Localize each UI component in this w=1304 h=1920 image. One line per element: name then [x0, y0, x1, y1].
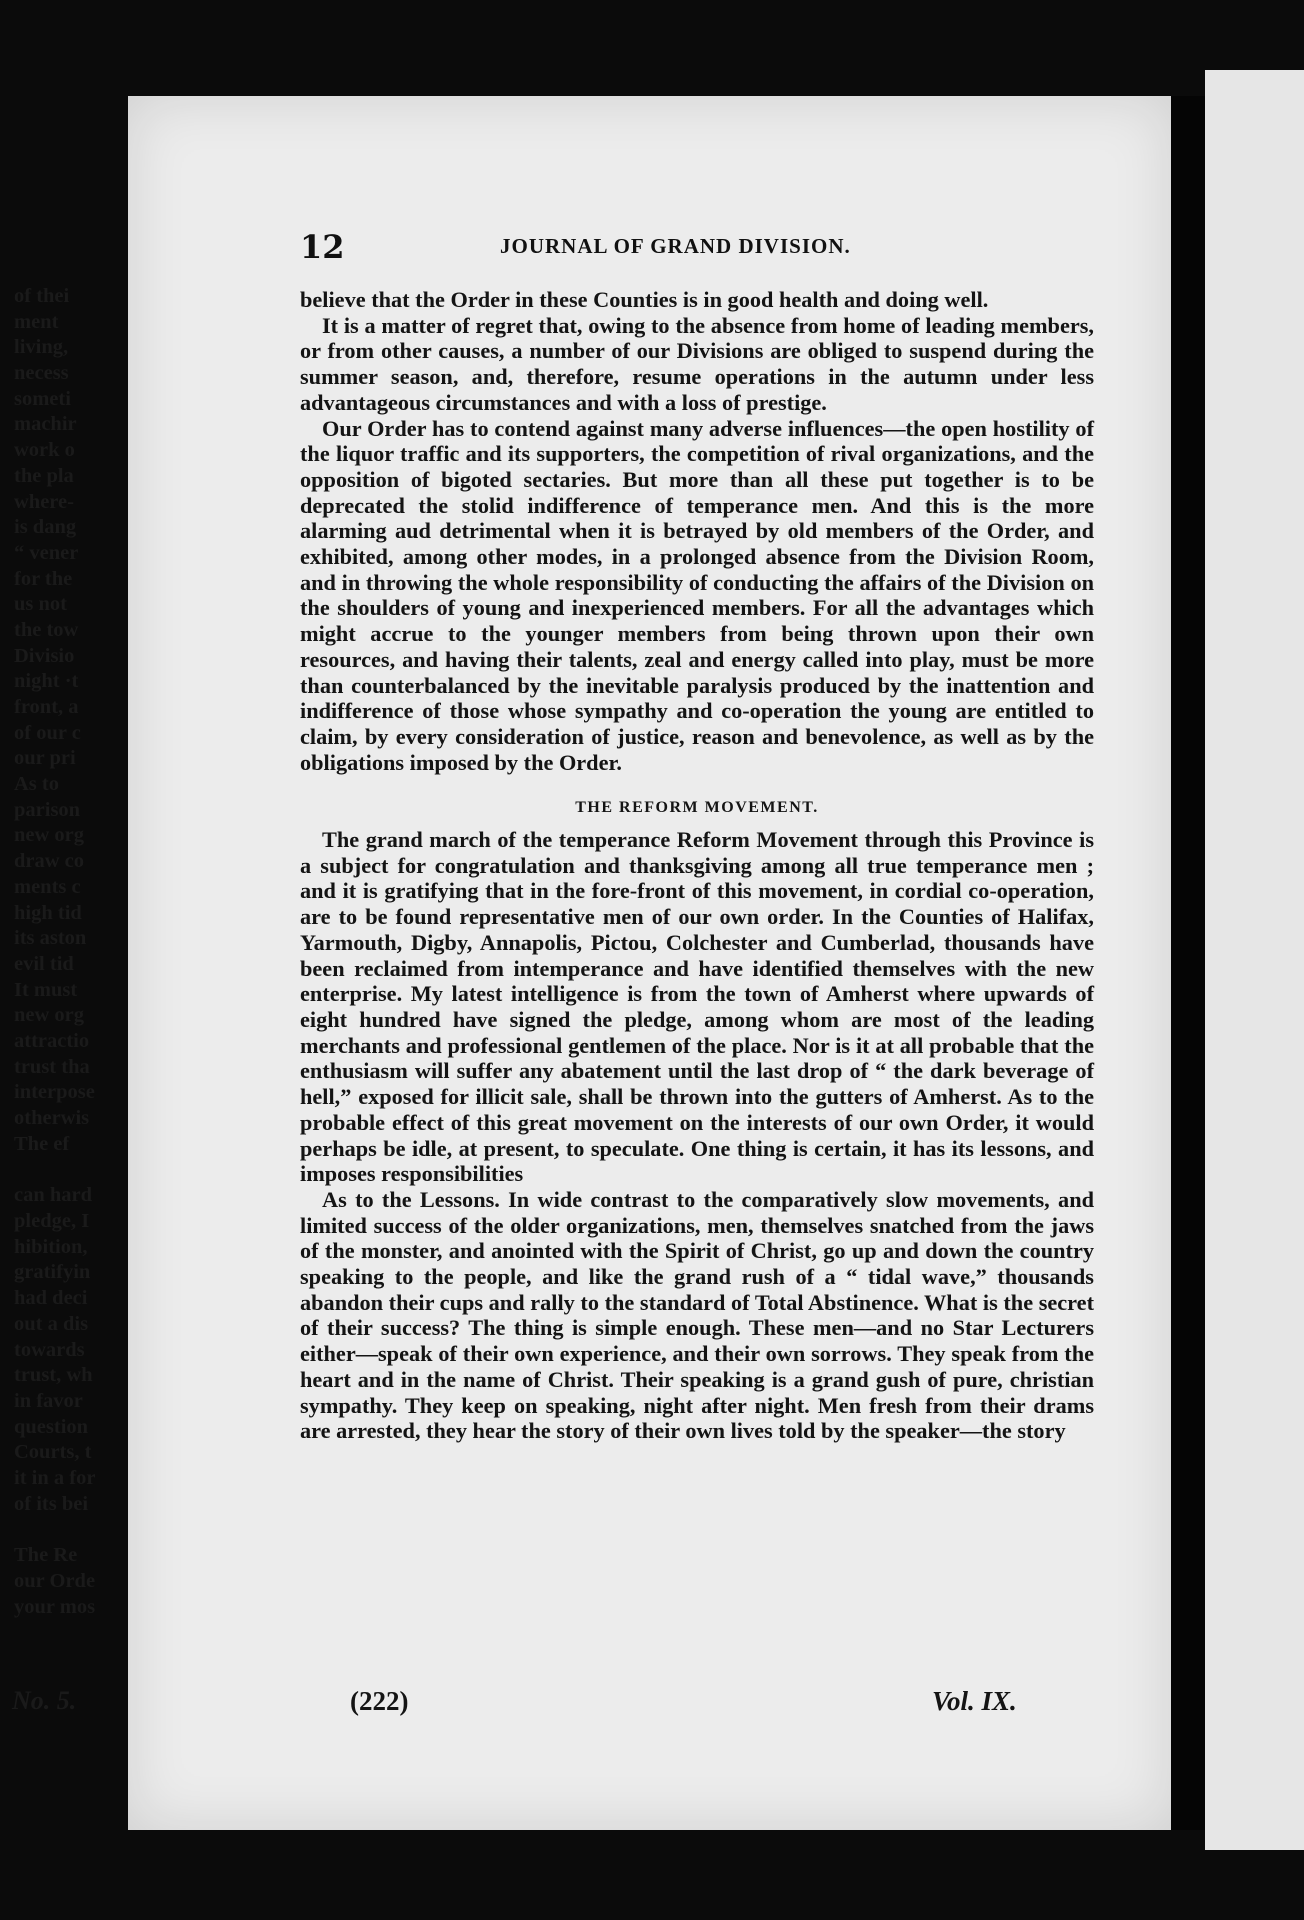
opposite-page-footer: No. 5.: [12, 1686, 77, 1715]
opposite-page-line: night ·t: [14, 670, 79, 693]
opposite-page-line: in favor: [14, 1389, 83, 1412]
opposite-page-line: otherwis: [14, 1107, 90, 1129]
opposite-page-line: the tow: [14, 618, 79, 641]
opposite-page-line: can hard: [14, 1184, 93, 1207]
opposite-page-line: “ vener: [14, 541, 79, 564]
opposite-page-line: [14, 1517, 134, 1543]
paragraph-2: It is a matter of regret that, owing to the absence from home of leading members, or from other causes, a number of our Divisions are obliged to suspend during the summer season, and, therefore, resume operations in the autumn under less advantageous circumstances and with a loss of prestige.: [300, 312, 1094, 415]
book-gutter: [1171, 96, 1205, 1830]
paragraph-3: Our Order has to contend against many adverse influences—the open hostility of the liquor traffic and its supporters, the competition of rival organizations, and the opposition of bigoted sectaries. But more than all these put together is to be deprecated the stolid indifference of temperance men. And this is the more alarming aud detrimental when it is betrayed by old members of the Order, and exhibited, among other modes, in a prolonged absence from the Division Room, and in throwing the whole responsibility of conducting the affairs of the Division on the shoulders of young and inexperienced members. For all the advantages which might accrue to the younger members from being thrown upon their own resources, and having their talents, zeal and energy called into play, must be more than counterbalanced by the inevitable paralysis produced by the inattention and indifference of those whose sympathy and co-operation the young are entitled to claim, by every consideration of justice, reason and benevolence, as well as by the obligations imposed by the Order.: [300, 415, 1094, 775]
opposite-page-line: gratifyin: [14, 1261, 91, 1284]
opposite-page-line: interpose: [14, 1081, 95, 1104]
opposite-page-line: living,: [14, 336, 69, 359]
opposite-page-line: evil tid: [14, 952, 74, 975]
opposite-page-line: new org: [14, 1004, 85, 1027]
opposite-page-line: hibition,: [14, 1235, 88, 1258]
opposite-page-line: necess: [14, 362, 69, 385]
opposite-page-line: where-: [14, 490, 74, 513]
opposite-page-line: attractio: [14, 1029, 90, 1052]
section-paragraph-2: As to the Lessons. In wide contrast to the comparatively slow movements, and limited success of the older organizations, men, themselves snatched from the jaws of the monster, and anointed with the Spirit of Christ, go up and down the country speaking to the people, and like the grand rush of a “ tidal wave,” thousands abandon their cups and rally to the standard of Total Abstinence. What is the secret of their success? The thing is simple enough. These men—and no Star Lecturers either—speak of their own experience, and their own sorrows. They speak from the heart and in the name of Christ. Their speaking is a grand gush of pure, christian sympathy. They keep on speaking, night after night. Men fresh from their drams are arrested, they hear the story of their own lives told by the speaker—the story: [300, 1186, 1094, 1444]
footer-volume: Vol. IX.: [932, 1686, 1017, 1716]
running-title: JOURNAL OF GRAND DIVISION.: [500, 234, 851, 258]
opposite-page-line: high tid: [14, 901, 82, 924]
opposite-page-line: The ef: [14, 1132, 70, 1155]
opposite-page-line: your mos: [14, 1595, 96, 1618]
opposite-page: [1205, 70, 1304, 1850]
opposite-page-line: work o: [14, 439, 75, 462]
opposite-page-line: Divisio: [14, 644, 75, 667]
opposite-page-line: ment: [14, 310, 59, 333]
opposite-page-line: towards: [14, 1338, 85, 1361]
opposite-page-line: draw co: [14, 850, 85, 873]
opposite-page-line: Courts, t: [14, 1441, 92, 1464]
opposite-page-line: parison: [14, 798, 81, 821]
opposite-page-line: its aston: [14, 927, 87, 950]
opposite-page-line: of our c: [14, 721, 81, 744]
paragraph-1: believe that the Order in these Counties is in good health and doing well.: [300, 287, 989, 312]
opposite-page-line: the pla: [14, 464, 74, 487]
section-paragraph-1: The grand march of the temperance Reform Movement through this Province is a subject for congratulation and thanksgiving among all true temperance men ; and it is gratifying that in the fore-front of this movement, in cordial co-operation, are to be found representative men of our own order. In the Counties of Halifax, Yarmouth, Digby, Annapolis, Pictou, Colchester and Cumberlad, thousands have been reclaimed from intemperance and have identified themselves with the new enterprise. My latest intelligence is from the town of Amherst where upwards of eight hundred have signed the pledge, among whom are most of the leading merchants and professional gentlemen of the place. Nor is it at all probable that the enthusiasm will suffer any abatement until the last drop of “ the dark beverage of hell,” exposed for illicit sale, shall be thrown into the gutters of Amherst. As to the probable effect of this great movement on the interests of our own Order, it would perhaps be idle, at present, to speculate. One thing is certain, it has its lessons, and imposes responsibilities: [300, 827, 1094, 1187]
opposite-page-line: ments c: [14, 875, 81, 898]
opposite-page-line: our pri: [14, 747, 76, 770]
opposite-page-line: had deci: [14, 1287, 88, 1310]
opposite-page-line: trust tha: [14, 1055, 90, 1078]
opposite-page-line: The Re: [14, 1544, 78, 1567]
main-text-column: [300, 287, 1094, 1444]
opposite-page-text: [14, 284, 134, 1620]
opposite-page-line: new org: [14, 824, 85, 847]
opposite-page-line: machir: [14, 413, 77, 436]
opposite-page-line: out a dis: [14, 1312, 89, 1335]
opposite-page-line: front, a: [14, 696, 79, 718]
opposite-page-line: is dang: [14, 516, 77, 539]
opposite-page-line: of thei: [14, 285, 70, 307]
opposite-page-line: us not: [14, 593, 67, 616]
opposite-page-line: As to: [14, 773, 59, 796]
opposite-page-line: our Orde: [14, 1570, 96, 1592]
footer-page-ref: (222): [350, 1686, 409, 1716]
opposite-page-line: it in a for: [14, 1466, 96, 1489]
opposite-page-line: pledge, I: [14, 1210, 90, 1233]
opposite-page-line: question: [14, 1415, 89, 1438]
page-number: 12: [300, 228, 345, 266]
section-heading: THE REFORM MOVEMENT.: [575, 799, 819, 817]
opposite-page-line: for the: [14, 567, 73, 590]
opposite-page-line: [14, 1157, 134, 1183]
opposite-page-line: of its bei: [14, 1492, 89, 1515]
opposite-page-line: trust, wh: [14, 1364, 93, 1387]
page-header: [300, 228, 980, 268]
opposite-page-line: someti: [14, 387, 71, 410]
opposite-page-line: It must: [14, 978, 78, 1001]
